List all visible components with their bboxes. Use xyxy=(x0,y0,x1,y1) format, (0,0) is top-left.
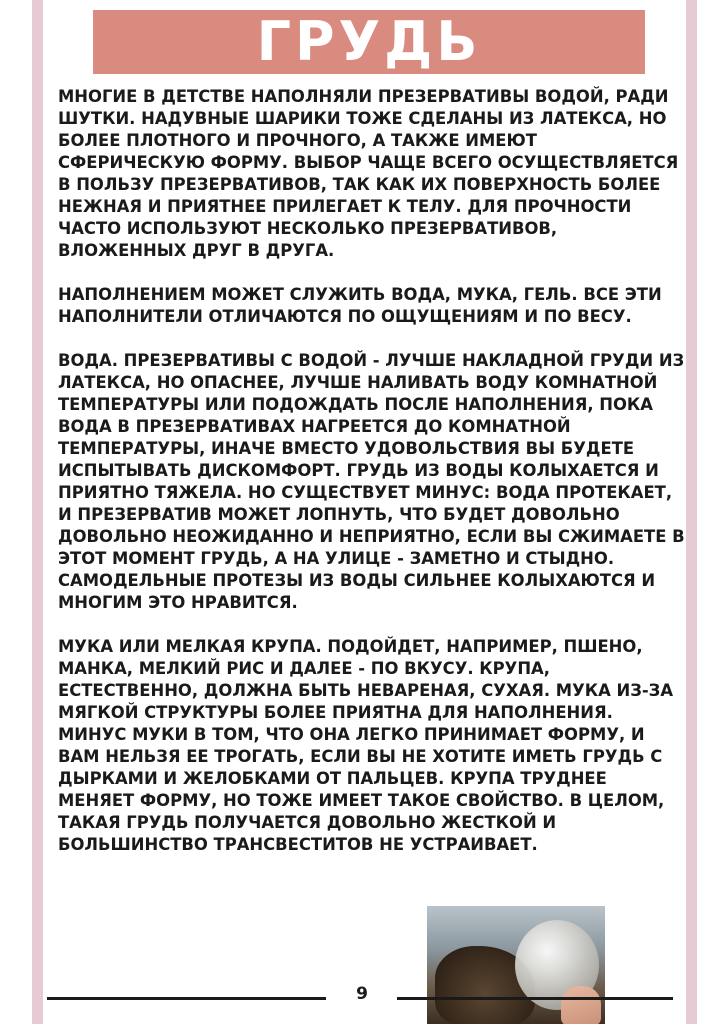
photo-finger xyxy=(561,986,601,1024)
balloon-photo xyxy=(427,906,605,1024)
paragraph-intro: МНОГИЕ В ДЕТСТВЕ НАПОЛНЯЛИ ПРЕЗЕРВАТИВЫ ВОДОЙ, РАДИ ШУТКИ. НАДУВНЫЕ ШАРИКИ ТОЖЕ СДЕЛАНЫ ИЗ ЛАТЕКСА, НО БОЛЕЕ ПЛОТНОГО И ПРОЧНОГО, А ТАКЖЕ ИМЕЮТ СФЕРИЧЕСКУЮ ФОРМУ. ВЫБОР ЧАЩЕ ВСЕГО ОСУЩЕСТВЛЯЕТСЯ В ПОЛЬЗУ ПРЕЗЕРВАТИВОВ, ТАК КАК ИХ ПОВЕРХНОСТЬ БОЛЕЕ НЕЖНАЯ И ПРИЯТНЕЕ ПРИЛЕГАЕТ К ТЕЛУ. ДЛЯ ПРОЧНОСТИ ЧАСТО ИСПОЛЬЗУЮТ НЕСКОЛЬКО ПРЕЗЕРВАТИВОВ, ВЛОЖЕННЫХ ДРУГ В ДРУГА. xyxy=(58,87,679,260)
title-banner xyxy=(93,10,645,74)
footer-rule-left xyxy=(47,997,326,1000)
paragraph-flour: МУКА ИЛИ МЕЛКАЯ КРУПА. ПОДОЙДЕТ, НАПРИМЕР, ПШЕНО, МАНКА, МЕЛКИЙ РИС И ДАЛЕЕ - ПО ВКУСУ. КРУПА, ЕСТЕСТВЕННО, ДОЛЖНА БЫТЬ НЕВАРЕНАЯ, СУХАЯ. МУКА ИЗ-ЗА МЯГКОЙ СТРУКТУРЫ БОЛЕЕ ПРИЯТНА ДЛЯ НАПОЛНЕНИЯ. МИНУС МУКИ В ТОМ, ЧТО ОНА ЛЕГКО ПРИНИМАЕТ ФОРМУ, И ВАМ НЕЛЬЗЯ ЕЕ ТРОГАТЬ, ЕСЛИ ВЫ НЕ ХОТИТЕ ИМЕТЬ ГРУДЬ С ДЫРКАМИ И ЖЕЛОБКАМИ ОТ ПАЛЬЦЕВ. КРУПА ТРУДНЕЕ МЕНЯЕТ ФОРМУ, НО ТОЖЕ ИМЕЕТ ТАКОЕ СВОЙСТВО. В ЦЕЛОМ, ТАКАЯ ГРУДЬ ПОЛУЧАЕТСЯ ДОВОЛЬНО ЖЕСТКОЙ И БОЛЬШИНСТВО ТРАНСВЕСТИТОВ НЕ УСТРАИВАЕТ. xyxy=(58,637,674,854)
footer-rule-right xyxy=(397,997,673,1000)
paragraph-water: ВОДА. ПРЕЗЕРВАТИВЫ С ВОДОЙ - ЛУЧШЕ НАКЛАДНОЙ ГРУДИ ИЗ ЛАТЕКСА, НО ОПАСНЕЕ, ЛУЧШЕ НАЛИВАТЬ ВОДУ КОМНАТНОЙ ТЕМПЕРАТУРЫ ИЛИ ПОДОЖДАТЬ ПОСЛЕ НАПОЛНЕНИЯ, ПОКА ВОДА В ПРЕЗЕРВАТИВАХ НАГРЕЕТСЯ ДО КОМНАТНОЙ ТЕМПЕРАТУРЫ, ИНАЧЕ ВМЕСТО УДОВОЛЬСТВИЯ ВЫ БУДЕТЕ ИСПЫТЫВАТЬ ДИСКОМФОРТ. ГРУДЬ ИЗ ВОДЫ КОЛЫХАЕТСЯ И ПРИЯТНО ТЯЖЕЛА. НО СУЩЕСТВУЕТ МИНУС: ВОДА ПРОТЕКАЕТ, И ПРЕЗЕРВАТИВ МОЖЕТ ЛОПНУТЬ, ЧТО БУДЕТ ДОВОЛЬНО ДОВОЛЬНО НЕОЖИДАННО И НЕПРИЯТНО, ЕСЛИ ВЫ СЖИМАЕТЕ В ЭТОТ МОМЕНТ ГРУДЬ, А НА УЛИЦЕ - ЗАМЕТНО И СТЫДНО. САМОДЕЛЬНЫЕ ПРОТЕЗЫ ИЗ ВОДЫ СИЛЬНЕЕ КОЛЫХАЮТСЯ И МНОГИМ ЭТО НРАВИТСЯ. xyxy=(58,351,685,612)
article-body xyxy=(58,86,686,856)
paragraph-fillers: НАПОЛНЕНИЕМ МОЖЕТ СЛУЖИТЬ ВОДА, МУКА, ГЕЛЬ. ВСЕ ЭТИ НАПОЛНИТЕЛИ ОТЛИЧАЮТСЯ ПО ОЩУЩЕНИЯМ И ПО ВЕСУ. xyxy=(58,285,662,326)
right-decorative-stripe xyxy=(686,0,697,1024)
page-number: 9 xyxy=(356,984,368,1004)
page-title: ГРУДЬ xyxy=(256,10,482,73)
left-decorative-stripe xyxy=(32,0,43,1024)
